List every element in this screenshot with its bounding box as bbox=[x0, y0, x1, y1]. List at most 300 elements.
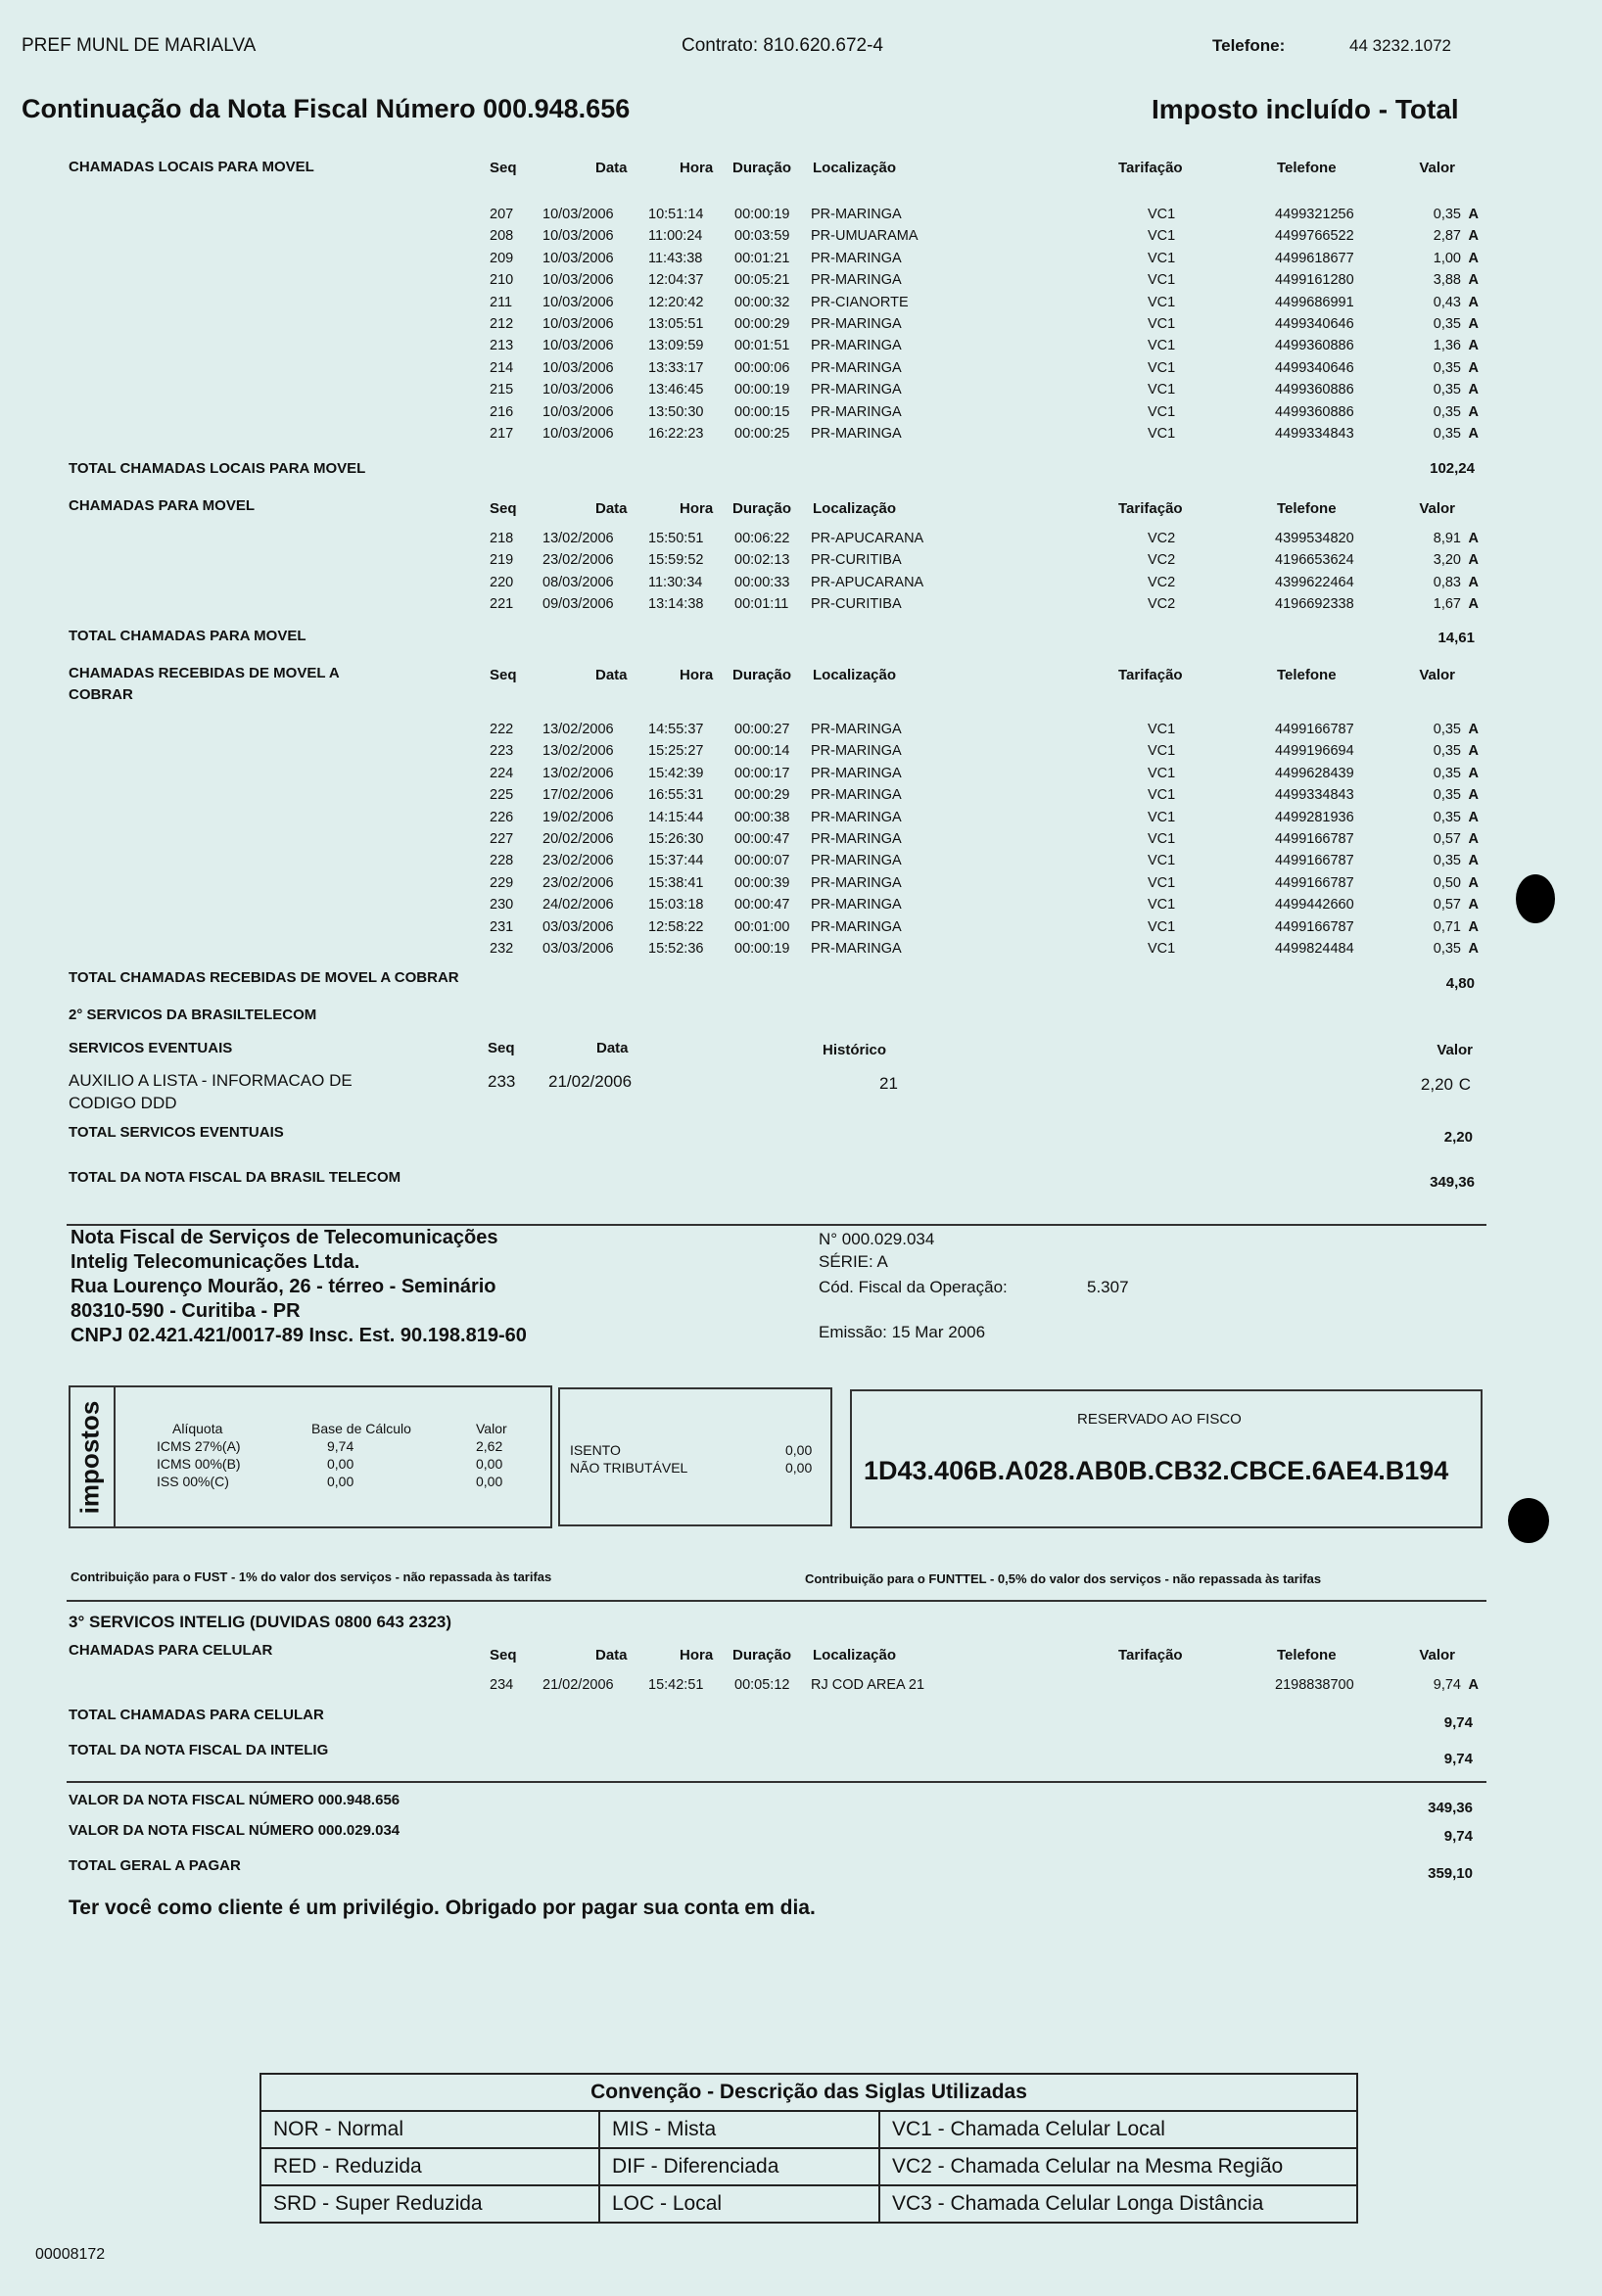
row-tarifacao: VC1 bbox=[1148, 315, 1176, 332]
call-table bbox=[480, 207, 1498, 447]
call-table bbox=[480, 531, 1498, 619]
continuation-title: Continuação da Nota Fiscal Número 000.948.656 bbox=[22, 94, 631, 123]
row-duracao: 00:00:27 bbox=[734, 722, 790, 737]
row-hora: 15:42:51 bbox=[648, 1677, 704, 1693]
phone-number: 44 3232.1072 bbox=[1349, 36, 1451, 55]
row-date: 10/03/2006 bbox=[542, 250, 614, 266]
table-row bbox=[480, 596, 1498, 618]
row-date: 10/03/2006 bbox=[542, 382, 614, 398]
col-telefone: Telefone bbox=[1277, 667, 1337, 683]
col-localizacao: Localização bbox=[813, 1647, 897, 1663]
row-telefone: 4499161280 bbox=[1275, 272, 1354, 289]
row-telefone: 4499360886 bbox=[1275, 403, 1354, 420]
row-date: 03/03/2006 bbox=[542, 940, 614, 957]
row-telefone: 4499334843 bbox=[1275, 425, 1354, 442]
punch-hole-mark bbox=[1516, 874, 1555, 923]
row-duracao: 00:00:06 bbox=[734, 359, 790, 376]
row-date: 10/03/2006 bbox=[542, 207, 614, 222]
row-duracao: 00:00:14 bbox=[734, 743, 790, 760]
row-valor: 0,35 bbox=[1433, 425, 1461, 442]
col-tarifacao: Tarifação bbox=[1118, 500, 1183, 517]
legend-title: Convenção - Descrição das Siglas Utilizadas bbox=[260, 2074, 1357, 2111]
table-row bbox=[480, 207, 1498, 228]
col-seq: Seq bbox=[488, 1040, 515, 1056]
row-duracao: 00:00:07 bbox=[734, 853, 790, 869]
row-hora: 15:59:52 bbox=[648, 552, 704, 569]
row-seq: 217 bbox=[490, 425, 514, 442]
tax-name: ICMS 00%(B) bbox=[157, 1456, 241, 1472]
row-localizacao: PR-MARINGA bbox=[811, 722, 902, 737]
row-valor: 1,00 bbox=[1433, 250, 1461, 266]
row-duracao: 00:03:59 bbox=[734, 228, 790, 245]
row-date: 09/03/2006 bbox=[542, 596, 614, 613]
table-row bbox=[480, 743, 1498, 765]
table-row bbox=[480, 228, 1498, 250]
row-flag: A bbox=[1468, 596, 1479, 613]
row-seq: 219 bbox=[490, 552, 514, 569]
col-duracao: Duração bbox=[732, 160, 792, 176]
row-telefone: 4499166787 bbox=[1275, 830, 1354, 847]
tax-name: ICMS 27%(A) bbox=[157, 1438, 241, 1454]
row-hora: 14:55:37 bbox=[648, 722, 704, 737]
row-localizacao: PR-UMUARAMA bbox=[811, 228, 919, 245]
row-date: 13/02/2006 bbox=[542, 722, 614, 737]
row-flag: A bbox=[1468, 403, 1479, 420]
row-valor: 0,35 bbox=[1433, 743, 1461, 760]
col-localizacao: Localização bbox=[813, 500, 897, 517]
row-flag: A bbox=[1468, 940, 1479, 957]
row-tarifacao: VC2 bbox=[1148, 596, 1176, 613]
row-seq: 224 bbox=[490, 765, 514, 781]
row-duracao: 00:01:00 bbox=[734, 918, 790, 935]
row-duracao: 00:00:15 bbox=[734, 403, 790, 420]
table-row bbox=[480, 722, 1498, 743]
col-duracao: Duração bbox=[732, 500, 792, 517]
phone-label: Telefone: bbox=[1212, 36, 1286, 55]
intelig-invoice-serie: SÉRIE: A bbox=[819, 1252, 888, 1271]
total-value: 102,24 bbox=[1430, 460, 1475, 477]
row-telefone: 4196692338 bbox=[1275, 596, 1354, 613]
row-localizacao: PR-MARINGA bbox=[811, 403, 902, 420]
section-title-celular: CHAMADAS PARA CELULAR bbox=[69, 1642, 273, 1659]
row-tarifacao: VC1 bbox=[1148, 272, 1176, 289]
client-name: PREF MUNL DE MARIALVA bbox=[22, 35, 257, 56]
row-tarifacao: VC1 bbox=[1148, 359, 1176, 376]
row-date: 19/02/2006 bbox=[542, 809, 614, 825]
nao-tributavel-label: NÃO TRIBUTÁVEL bbox=[570, 1460, 688, 1476]
row-duracao: 00:00:47 bbox=[734, 897, 790, 914]
row-telefone: 4499340646 bbox=[1275, 359, 1354, 376]
service-item-date: 21/02/2006 bbox=[548, 1072, 633, 1091]
row-valor: 0,35 bbox=[1433, 382, 1461, 398]
col-aliquota: Alíquota bbox=[172, 1421, 223, 1436]
row-hora: 14:15:44 bbox=[648, 809, 704, 825]
row-hora: 16:22:23 bbox=[648, 425, 704, 442]
table-row bbox=[480, 295, 1498, 316]
table-row bbox=[480, 575, 1498, 596]
row-seq: 220 bbox=[490, 574, 514, 590]
section-title-mobile: CHAMADAS PARA MOVEL bbox=[69, 497, 255, 514]
row-duracao: 00:02:13 bbox=[734, 552, 790, 569]
col-duracao: Duração bbox=[732, 1647, 792, 1663]
intelig-invoice-block bbox=[71, 1226, 527, 1348]
row-seq: 230 bbox=[490, 897, 514, 914]
row-flag: A bbox=[1468, 338, 1479, 354]
col-tarifacao: Tarifação bbox=[1118, 1647, 1183, 1663]
row-telefone: 4499340646 bbox=[1275, 315, 1354, 332]
row-telefone: 4499766522 bbox=[1275, 228, 1354, 245]
table-row bbox=[480, 531, 1498, 552]
legend-table bbox=[259, 2073, 1358, 2224]
row-hora: 13:14:38 bbox=[648, 596, 704, 613]
table-row bbox=[480, 941, 1498, 962]
row-telefone: 4499618677 bbox=[1275, 250, 1354, 266]
table-row bbox=[480, 810, 1498, 831]
fisco-label: RESERVADO AO FISCO bbox=[1077, 1411, 1242, 1428]
intelig-line5: CNPJ 02.421.421/0017-89 Insc. Est. 90.198.819-60 bbox=[71, 1325, 527, 1346]
row-valor: 0,35 bbox=[1433, 722, 1461, 737]
row-valor: 0,83 bbox=[1433, 574, 1461, 590]
row-telefone: 4499166787 bbox=[1275, 722, 1354, 737]
row-tarifacao: VC1 bbox=[1148, 338, 1176, 354]
section-title-local-mobile: CHAMADAS LOCAIS PARA MOVEL bbox=[69, 159, 314, 175]
row-localizacao: PR-MARINGA bbox=[811, 897, 902, 914]
footer-code: 00008172 bbox=[35, 2246, 106, 2263]
row-valor: 0,35 bbox=[1433, 809, 1461, 825]
row-date: 10/03/2006 bbox=[542, 338, 614, 354]
row-localizacao: PR-MARINGA bbox=[811, 425, 902, 442]
row-localizacao: PR-MARINGA bbox=[811, 272, 902, 289]
row-hora: 15:26:30 bbox=[648, 830, 704, 847]
thanks-message: Ter você como cliente é um privilégio. Obrigado por pagar sua conta em dia. bbox=[69, 1897, 816, 1919]
cfop-value: 5.307 bbox=[1087, 1278, 1129, 1296]
service-item-historico: 21 bbox=[879, 1074, 898, 1093]
intelig-invoice-number: N° 000.029.034 bbox=[819, 1230, 935, 1248]
row-flag: A bbox=[1468, 897, 1479, 914]
row-telefone: 4499442660 bbox=[1275, 897, 1354, 914]
row-hora: 11:43:38 bbox=[648, 250, 703, 266]
row-flag: A bbox=[1468, 228, 1479, 245]
row-localizacao: PR-MARINGA bbox=[811, 359, 902, 376]
service-item-name-2: CODIGO DDD bbox=[69, 1094, 177, 1112]
table-row bbox=[480, 382, 1498, 403]
summary-nf2-value: 9,74 bbox=[1443, 1828, 1473, 1845]
row-valor: 0,71 bbox=[1433, 918, 1461, 935]
summary-nf1-value: 349,36 bbox=[1428, 1800, 1473, 1816]
row-localizacao: PR-MARINGA bbox=[811, 787, 902, 804]
contract-number: Contrato: 810.620.672-4 bbox=[682, 35, 883, 56]
row-date: 13/02/2006 bbox=[542, 531, 614, 546]
row-tarifacao: VC2 bbox=[1148, 574, 1176, 590]
row-localizacao: PR-CURITIBA bbox=[811, 596, 902, 613]
row-date: 13/02/2006 bbox=[542, 765, 614, 781]
legend-cell: VC3 - Chamada Celular Longa Distância bbox=[879, 2185, 1357, 2223]
row-hora: 11:00:24 bbox=[648, 228, 703, 245]
legend-cell: LOC - Local bbox=[599, 2185, 879, 2223]
row-flag: A bbox=[1468, 294, 1479, 310]
row-telefone: 4499166787 bbox=[1275, 874, 1354, 891]
summary-nf2-label: VALOR DA NOTA FISCAL NÚMERO 000.029.034 bbox=[69, 1822, 400, 1839]
table-row bbox=[480, 875, 1498, 897]
legend-cell: MIS - Mista bbox=[599, 2111, 879, 2148]
nf-total-value: 9,74 bbox=[1443, 1751, 1473, 1767]
row-date: 23/02/2006 bbox=[542, 853, 614, 869]
row-seq: 214 bbox=[490, 359, 514, 376]
row-localizacao: PR-MARINGA bbox=[811, 315, 902, 332]
row-telefone: 4499686991 bbox=[1275, 294, 1354, 310]
tax-value: 0,00 bbox=[476, 1456, 503, 1472]
row-localizacao: PR-MARINGA bbox=[811, 874, 902, 891]
row-tarifacao: VC1 bbox=[1148, 874, 1176, 891]
row-localizacao: PR-MARINGA bbox=[811, 743, 902, 760]
row-hora: 10:51:14 bbox=[648, 207, 704, 222]
row-telefone: 4499360886 bbox=[1275, 382, 1354, 398]
row-telefone: 4196653624 bbox=[1275, 552, 1354, 569]
row-seq: 209 bbox=[490, 250, 514, 266]
col-seq: Seq bbox=[490, 160, 517, 176]
emissao-date: Emissão: 15 Mar 2006 bbox=[819, 1323, 986, 1341]
row-tarifacao: VC1 bbox=[1148, 382, 1176, 398]
row-telefone: 4499334843 bbox=[1275, 787, 1354, 804]
row-seq: 213 bbox=[490, 338, 514, 354]
row-duracao: 00:01:51 bbox=[734, 338, 790, 354]
row-telefone: 4499166787 bbox=[1275, 853, 1354, 869]
summary-nf1-label: VALOR DA NOTA FISCAL NÚMERO 000.948.656 bbox=[69, 1792, 400, 1808]
row-localizacao: RJ COD AREA 21 bbox=[811, 1677, 925, 1693]
call-table bbox=[480, 722, 1498, 962]
row-flag: A bbox=[1468, 918, 1479, 935]
row-hora: 15:03:18 bbox=[648, 897, 704, 914]
tax-value: 2,62 bbox=[476, 1438, 503, 1454]
summary-total-label: TOTAL GERAL A PAGAR bbox=[69, 1857, 241, 1874]
table-row bbox=[480, 360, 1498, 382]
total-label: TOTAL CHAMADAS RECEBIDAS DE MOVEL A COBRAR bbox=[69, 969, 459, 986]
total-value: 4,80 bbox=[1445, 975, 1475, 992]
table-row bbox=[480, 897, 1498, 918]
service-item-value: 2,20 bbox=[1420, 1075, 1453, 1094]
row-flag: A bbox=[1468, 207, 1479, 222]
table-row bbox=[480, 272, 1498, 294]
table-row bbox=[480, 766, 1498, 787]
row-valor: 1,67 bbox=[1433, 596, 1461, 613]
row-localizacao: PR-CIANORTE bbox=[811, 294, 909, 310]
row-telefone: 4499281936 bbox=[1275, 809, 1354, 825]
cfop-label: Cód. Fiscal da Operação: bbox=[819, 1278, 1008, 1296]
row-telefone: 4499628439 bbox=[1275, 765, 1354, 781]
col-valor: Valor bbox=[1419, 667, 1455, 683]
row-date: 10/03/2006 bbox=[542, 294, 614, 310]
row-duracao: 00:00:32 bbox=[734, 294, 790, 310]
row-localizacao: PR-MARINGA bbox=[811, 853, 902, 869]
section-heading-brasil: 2° SERVICOS DA BRASILTELECOM bbox=[69, 1007, 317, 1023]
row-date: 24/02/2006 bbox=[542, 897, 614, 914]
col-hora: Hora bbox=[680, 1647, 714, 1663]
row-telefone: 4499196694 bbox=[1275, 743, 1354, 760]
col-date: Data bbox=[595, 500, 628, 517]
row-tarifacao: VC1 bbox=[1148, 787, 1176, 804]
col-date: Data bbox=[595, 667, 628, 683]
row-date: 08/03/2006 bbox=[542, 574, 614, 590]
service-item-name: AUXILIO A LISTA - INFORMACAO DE bbox=[69, 1071, 353, 1090]
summary-total-value: 359,10 bbox=[1428, 1865, 1473, 1882]
funttel-note: Contribuição para o FUNTTEL - 0,5% do valor dos serviços - não repassada às tarifas bbox=[805, 1571, 1322, 1586]
intelig-line2: Intelig Telecomunicações Ltda. bbox=[71, 1251, 360, 1273]
row-duracao: 00:00:33 bbox=[734, 574, 790, 590]
row-flag: A bbox=[1468, 272, 1479, 289]
row-tarifacao: VC1 bbox=[1148, 403, 1176, 420]
row-valor: 2,87 bbox=[1433, 228, 1461, 245]
row-date: 13/02/2006 bbox=[542, 743, 614, 760]
col-valor: Valor bbox=[1437, 1042, 1473, 1058]
row-valor: 0,57 bbox=[1433, 830, 1461, 847]
row-tarifacao: VC1 bbox=[1148, 722, 1176, 737]
row-telefone: 4399534820 bbox=[1275, 531, 1354, 546]
row-seq: 221 bbox=[490, 596, 514, 613]
row-valor: 0,35 bbox=[1433, 765, 1461, 781]
row-telefone: 4499166787 bbox=[1275, 918, 1354, 935]
row-hora: 13:33:17 bbox=[648, 359, 704, 376]
row-localizacao: PR-MARINGA bbox=[811, 765, 902, 781]
row-seq: 207 bbox=[490, 207, 514, 222]
col-seq: Seq bbox=[490, 500, 517, 517]
row-seq: 223 bbox=[490, 743, 514, 760]
row-seq: 228 bbox=[490, 853, 514, 869]
col-telefone: Telefone bbox=[1277, 500, 1337, 517]
section-title-collect: CHAMADAS RECEBIDAS DE MOVEL A bbox=[69, 665, 340, 681]
row-duracao: 00:00:38 bbox=[734, 809, 790, 825]
row-seq: 211 bbox=[490, 294, 513, 310]
row-flag: A bbox=[1468, 574, 1479, 590]
col-seq: Seq bbox=[490, 667, 517, 683]
row-flag: A bbox=[1468, 382, 1479, 398]
legend-cell: SRD - Super Reduzida bbox=[260, 2185, 599, 2223]
row-seq: 229 bbox=[490, 874, 514, 891]
col-date: Data bbox=[595, 1647, 628, 1663]
row-flag: A bbox=[1468, 425, 1479, 442]
row-valor: 0,35 bbox=[1433, 315, 1461, 332]
row-valor: 0,35 bbox=[1433, 853, 1461, 869]
row-date: 03/03/2006 bbox=[542, 918, 614, 935]
row-valor: 9,74 bbox=[1433, 1677, 1461, 1693]
row-date: 23/02/2006 bbox=[542, 874, 614, 891]
table-row bbox=[480, 251, 1498, 272]
col-base-calculo: Base de Cálculo bbox=[311, 1421, 411, 1436]
col-localizacao: Localização bbox=[813, 667, 897, 683]
total-value: 2,20 bbox=[1443, 1129, 1473, 1146]
col-localizacao: Localização bbox=[813, 160, 897, 176]
legend-cell: NOR - Normal bbox=[260, 2111, 599, 2148]
row-duracao: 00:05:12 bbox=[734, 1677, 790, 1693]
row-valor: 0,35 bbox=[1433, 207, 1461, 222]
taxes-box bbox=[69, 1385, 552, 1528]
legend-cell: VC2 - Chamada Celular na Mesma Região bbox=[879, 2148, 1357, 2185]
nao-tributavel-value: 0,00 bbox=[785, 1460, 813, 1476]
col-hora: Hora bbox=[680, 500, 714, 517]
taxes-vertical-label: impostos bbox=[74, 1400, 105, 1515]
section-heading-intelig: 3° SERVICOS INTELIG (DUVIDAS 0800 643 2323) bbox=[69, 1613, 452, 1631]
col-valor: Valor bbox=[1419, 1647, 1455, 1663]
row-date: 10/03/2006 bbox=[542, 228, 614, 245]
row-date: 10/03/2006 bbox=[542, 359, 614, 376]
table-row bbox=[480, 1677, 1498, 1699]
column-header-row bbox=[480, 160, 1498, 181]
col-tarifacao: Tarifação bbox=[1118, 667, 1183, 683]
row-localizacao: PR-MARINGA bbox=[811, 207, 902, 222]
row-seq: 215 bbox=[490, 382, 514, 398]
row-tarifacao: VC1 bbox=[1148, 830, 1176, 847]
row-tarifacao: VC1 bbox=[1148, 228, 1176, 245]
row-seq: 227 bbox=[490, 830, 514, 847]
row-valor: 0,43 bbox=[1433, 294, 1461, 310]
row-valor: 1,36 bbox=[1433, 338, 1461, 354]
table-row bbox=[480, 338, 1498, 359]
table-row bbox=[480, 316, 1498, 338]
table-row bbox=[480, 831, 1498, 853]
row-flag: A bbox=[1468, 809, 1479, 825]
row-hora: 13:50:30 bbox=[648, 403, 704, 420]
row-hora: 13:09:59 bbox=[648, 338, 704, 354]
row-tarifacao: VC1 bbox=[1148, 897, 1176, 914]
row-flag: A bbox=[1468, 743, 1479, 760]
row-duracao: 00:00:29 bbox=[734, 787, 790, 804]
row-telefone: 4499824484 bbox=[1275, 940, 1354, 957]
col-tarifacao: Tarifação bbox=[1118, 160, 1183, 176]
legend-cell: DIF - Diferenciada bbox=[599, 2148, 879, 2185]
row-valor: 3,88 bbox=[1433, 272, 1461, 289]
row-localizacao: PR-MARINGA bbox=[811, 250, 902, 266]
col-valor: Valor bbox=[1419, 500, 1455, 517]
fisco-code: 1D43.406B.A028.AB0B.CB32.CBCE.6AE4.B194 bbox=[864, 1456, 1449, 1485]
row-hora: 12:58:22 bbox=[648, 918, 704, 935]
table-row bbox=[480, 853, 1498, 874]
legend-cell: VC1 - Chamada Celular Local bbox=[879, 2111, 1357, 2148]
row-flag: A bbox=[1468, 874, 1479, 891]
col-historico: Histórico bbox=[823, 1042, 887, 1058]
column-header-row bbox=[480, 667, 1498, 688]
row-telefone: 4499321256 bbox=[1275, 207, 1354, 222]
row-hora: 13:05:51 bbox=[648, 315, 704, 332]
row-tarifacao: VC1 bbox=[1148, 809, 1176, 825]
tax-base: 9,74 bbox=[327, 1438, 354, 1454]
row-seq: 234 bbox=[490, 1677, 514, 1693]
table-row bbox=[480, 552, 1498, 574]
row-date: 10/03/2006 bbox=[542, 403, 614, 420]
row-localizacao: PR-CURITIBA bbox=[811, 552, 902, 569]
row-hora: 15:37:44 bbox=[648, 853, 704, 869]
nf-total-label: TOTAL DA NOTA FISCAL DA BRASIL TELECOM bbox=[69, 1169, 401, 1186]
tax-included-note: Imposto incluído - Total bbox=[1152, 94, 1459, 124]
row-seq: 226 bbox=[490, 809, 514, 825]
row-flag: A bbox=[1468, 315, 1479, 332]
row-duracao: 00:00:47 bbox=[734, 830, 790, 847]
divider bbox=[114, 1387, 116, 1526]
row-hora: 15:38:41 bbox=[648, 874, 704, 891]
intelig-call-table bbox=[480, 1677, 1498, 1699]
row-tarifacao: VC2 bbox=[1148, 531, 1176, 546]
service-item-seq: 233 bbox=[488, 1072, 516, 1091]
row-localizacao: PR-MARINGA bbox=[811, 809, 902, 825]
row-localizacao: PR-MARINGA bbox=[811, 918, 902, 935]
row-hora: 11:30:34 bbox=[648, 574, 703, 590]
row-valor: 0,50 bbox=[1433, 874, 1461, 891]
row-seq: 212 bbox=[490, 315, 514, 332]
row-flag: A bbox=[1468, 722, 1479, 737]
nf-total-label: TOTAL DA NOTA FISCAL DA INTELIG bbox=[69, 1742, 329, 1758]
intelig-line1: Nota Fiscal de Serviços de Telecomunicações bbox=[71, 1227, 498, 1248]
row-telefone: 4499360886 bbox=[1275, 338, 1354, 354]
row-hora: 15:50:51 bbox=[648, 531, 704, 546]
row-valor: 0,35 bbox=[1433, 787, 1461, 804]
